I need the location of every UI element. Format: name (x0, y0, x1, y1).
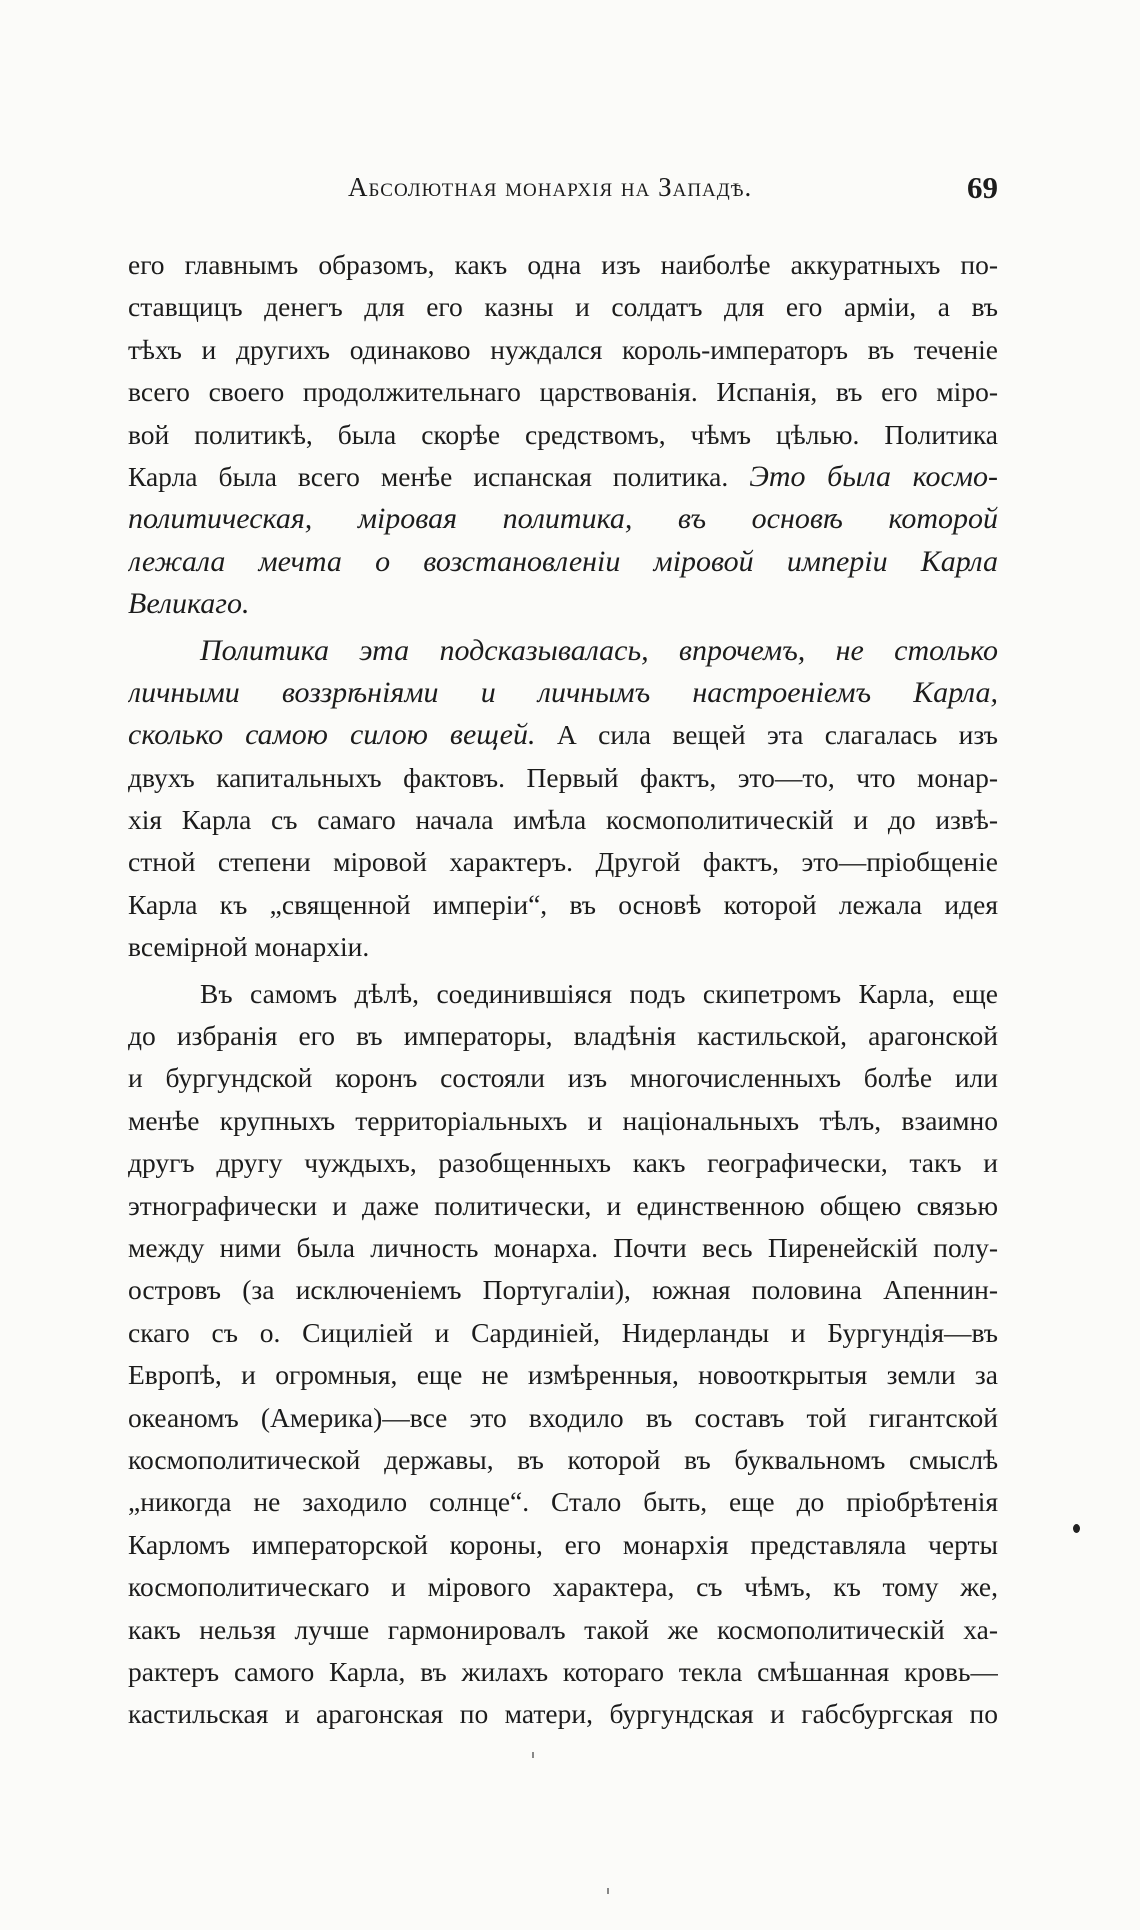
text-segment: стной степени міровой характеръ. Другой фактъ, это—пріобщеніе (128, 846, 998, 878)
text-segment: кастильская и арагонская по матери, бургундская и габсбургская по (128, 1698, 998, 1730)
text-segment: „никогда не заходило солнце“. Стало быть, еще до пріобрѣтенія (128, 1486, 998, 1518)
text-segment: менѣе крупныхъ территоріальныхъ и національныхъ тѣлъ, взаимно (128, 1104, 998, 1136)
text-segment: Европѣ, и огромныя, еще не измѣренныя, новооткрытыя земли за (128, 1359, 998, 1391)
text-line (128, 498, 998, 540)
text-line (128, 973, 998, 1015)
text-segment: и бургундской коронъ состояли изъ многочисленныхъ болѣе или (128, 1062, 998, 1094)
text-segment: двухъ капитальныхъ фактовъ. Первый фактъ, это—то, что монар- (128, 761, 998, 793)
text-line (128, 1397, 998, 1439)
text-line (128, 456, 998, 498)
text-line (128, 926, 998, 968)
text-segment: тѣхъ и другихъ одинаково нуждался король-императоръ въ теченіе (128, 333, 998, 365)
text-segment: всего своего продолжительнаго царствованія. Испанія, въ его міро- (128, 376, 998, 408)
text-line (128, 414, 998, 456)
ink-mark (1073, 1524, 1080, 1533)
italic-text-segment: политическая, міровая политика, въ основѣ которой (128, 502, 998, 536)
text-segment: Въ самомъ дѣлѣ, соединившіяся подъ скипетромъ Карла, еще (200, 977, 998, 1009)
text-line (128, 630, 998, 672)
text-segment: другъ другу чуждыхъ, разобщенныхъ какъ географически, такъ и (128, 1147, 998, 1179)
text-line (128, 1015, 998, 1057)
text-line (128, 583, 998, 625)
text-segment: ставщицъ денегъ для его казны и солдатъ для его арміи, а въ (128, 291, 998, 323)
text-segment: космополитическаго и мірового характера, съ чѣмъ, къ тому же, (128, 1571, 998, 1603)
text-line (128, 1609, 998, 1651)
text-line (128, 799, 998, 841)
text-segment: хія Карла съ самаго начала имѣла космополитическій и до извѣ- (128, 804, 998, 836)
text-line (128, 757, 998, 799)
text-line (128, 1651, 998, 1693)
text-line (128, 244, 998, 286)
text-line (128, 1057, 998, 1099)
text-segment: островъ (за исключеніемъ Португаліи), южная половина Апеннин- (128, 1274, 998, 1306)
text-line (128, 714, 998, 756)
text-segment: океаномъ (Америка)—все это входило въ составъ той гигантской (128, 1401, 998, 1433)
text-segment: Карломъ императорской короны, его монархія представляла черты (128, 1528, 998, 1560)
italic-text-segment: личными воззрѣніями и личнымъ настроеніемъ Карла, (128, 675, 998, 709)
running-title: Абсолютная монархія на Западѣ. (348, 172, 753, 202)
text-segment: скаго съ о. Сициліей и Сардиніей, Нидерланды и Бургундія—въ (128, 1316, 998, 1348)
text-line (128, 1566, 998, 1608)
text-segment: Карла была всего менѣе испанская политика. (128, 460, 750, 492)
text-line (128, 371, 998, 413)
text-line (128, 1100, 998, 1142)
text-segment: вой политикѣ, была скорѣе средствомъ, чѣмъ цѣлью. Политика (128, 418, 998, 450)
text-line (128, 1439, 998, 1481)
text-line (128, 286, 998, 328)
text-line (128, 1142, 998, 1184)
ink-speck (607, 1888, 609, 1894)
text-segment: всемірной монархіи. (128, 931, 370, 963)
running-head (128, 172, 998, 208)
text-segment: А сила вещей эта слагалась изъ (535, 719, 998, 751)
text-line (128, 884, 998, 926)
text-line (128, 1354, 998, 1396)
page-number: 69 (967, 170, 998, 205)
text-segment: какъ нельзя лучше гармонировалъ такой же космополитическій ха- (128, 1613, 998, 1645)
text-line (128, 1524, 998, 1566)
ink-speck (532, 1752, 534, 1758)
text-line (128, 329, 998, 371)
body-text (128, 244, 998, 1736)
text-segment: Карла къ „священной имперіи“, въ основѣ которой лежала идея (128, 888, 998, 920)
italic-text-segment: Политика эта подсказывалась, впрочемъ, не столько (200, 633, 998, 667)
italic-text-segment: сколько самою силою вещей. (128, 718, 536, 752)
text-line (128, 672, 998, 714)
text-line (128, 1185, 998, 1227)
text-segment: его главнымъ образомъ, какъ одна изъ наиболѣе аккуратныхъ по- (128, 249, 998, 280)
text-line (128, 541, 998, 583)
text-line (128, 841, 998, 883)
text-line (128, 1481, 998, 1523)
text-segment: до избранія его въ императоры, владѣнія кастильской, арагонской (128, 1020, 998, 1052)
italic-text-segment: лежала мечта о возстановленіи міровой имперіи Карла (128, 544, 998, 578)
text-segment: между ними была личность монарха. Почти весь Пиренейскій полу- (128, 1231, 998, 1263)
text-line (128, 1269, 998, 1311)
text-segment: этнографически и даже политически, и единственною общею связью (128, 1189, 998, 1221)
text-segment: рактеръ самого Карла, въ жилахъ котораго текла смѣшанная кровь— (128, 1655, 998, 1687)
italic-text-segment: Великаго. (128, 587, 250, 621)
text-line (128, 1227, 998, 1269)
text-line (128, 1312, 998, 1354)
text-segment: космополитической державы, въ которой въ буквальномъ смыслѣ (128, 1443, 998, 1475)
text-line (128, 1693, 998, 1735)
italic-text-segment: Это была космо- (749, 459, 998, 493)
